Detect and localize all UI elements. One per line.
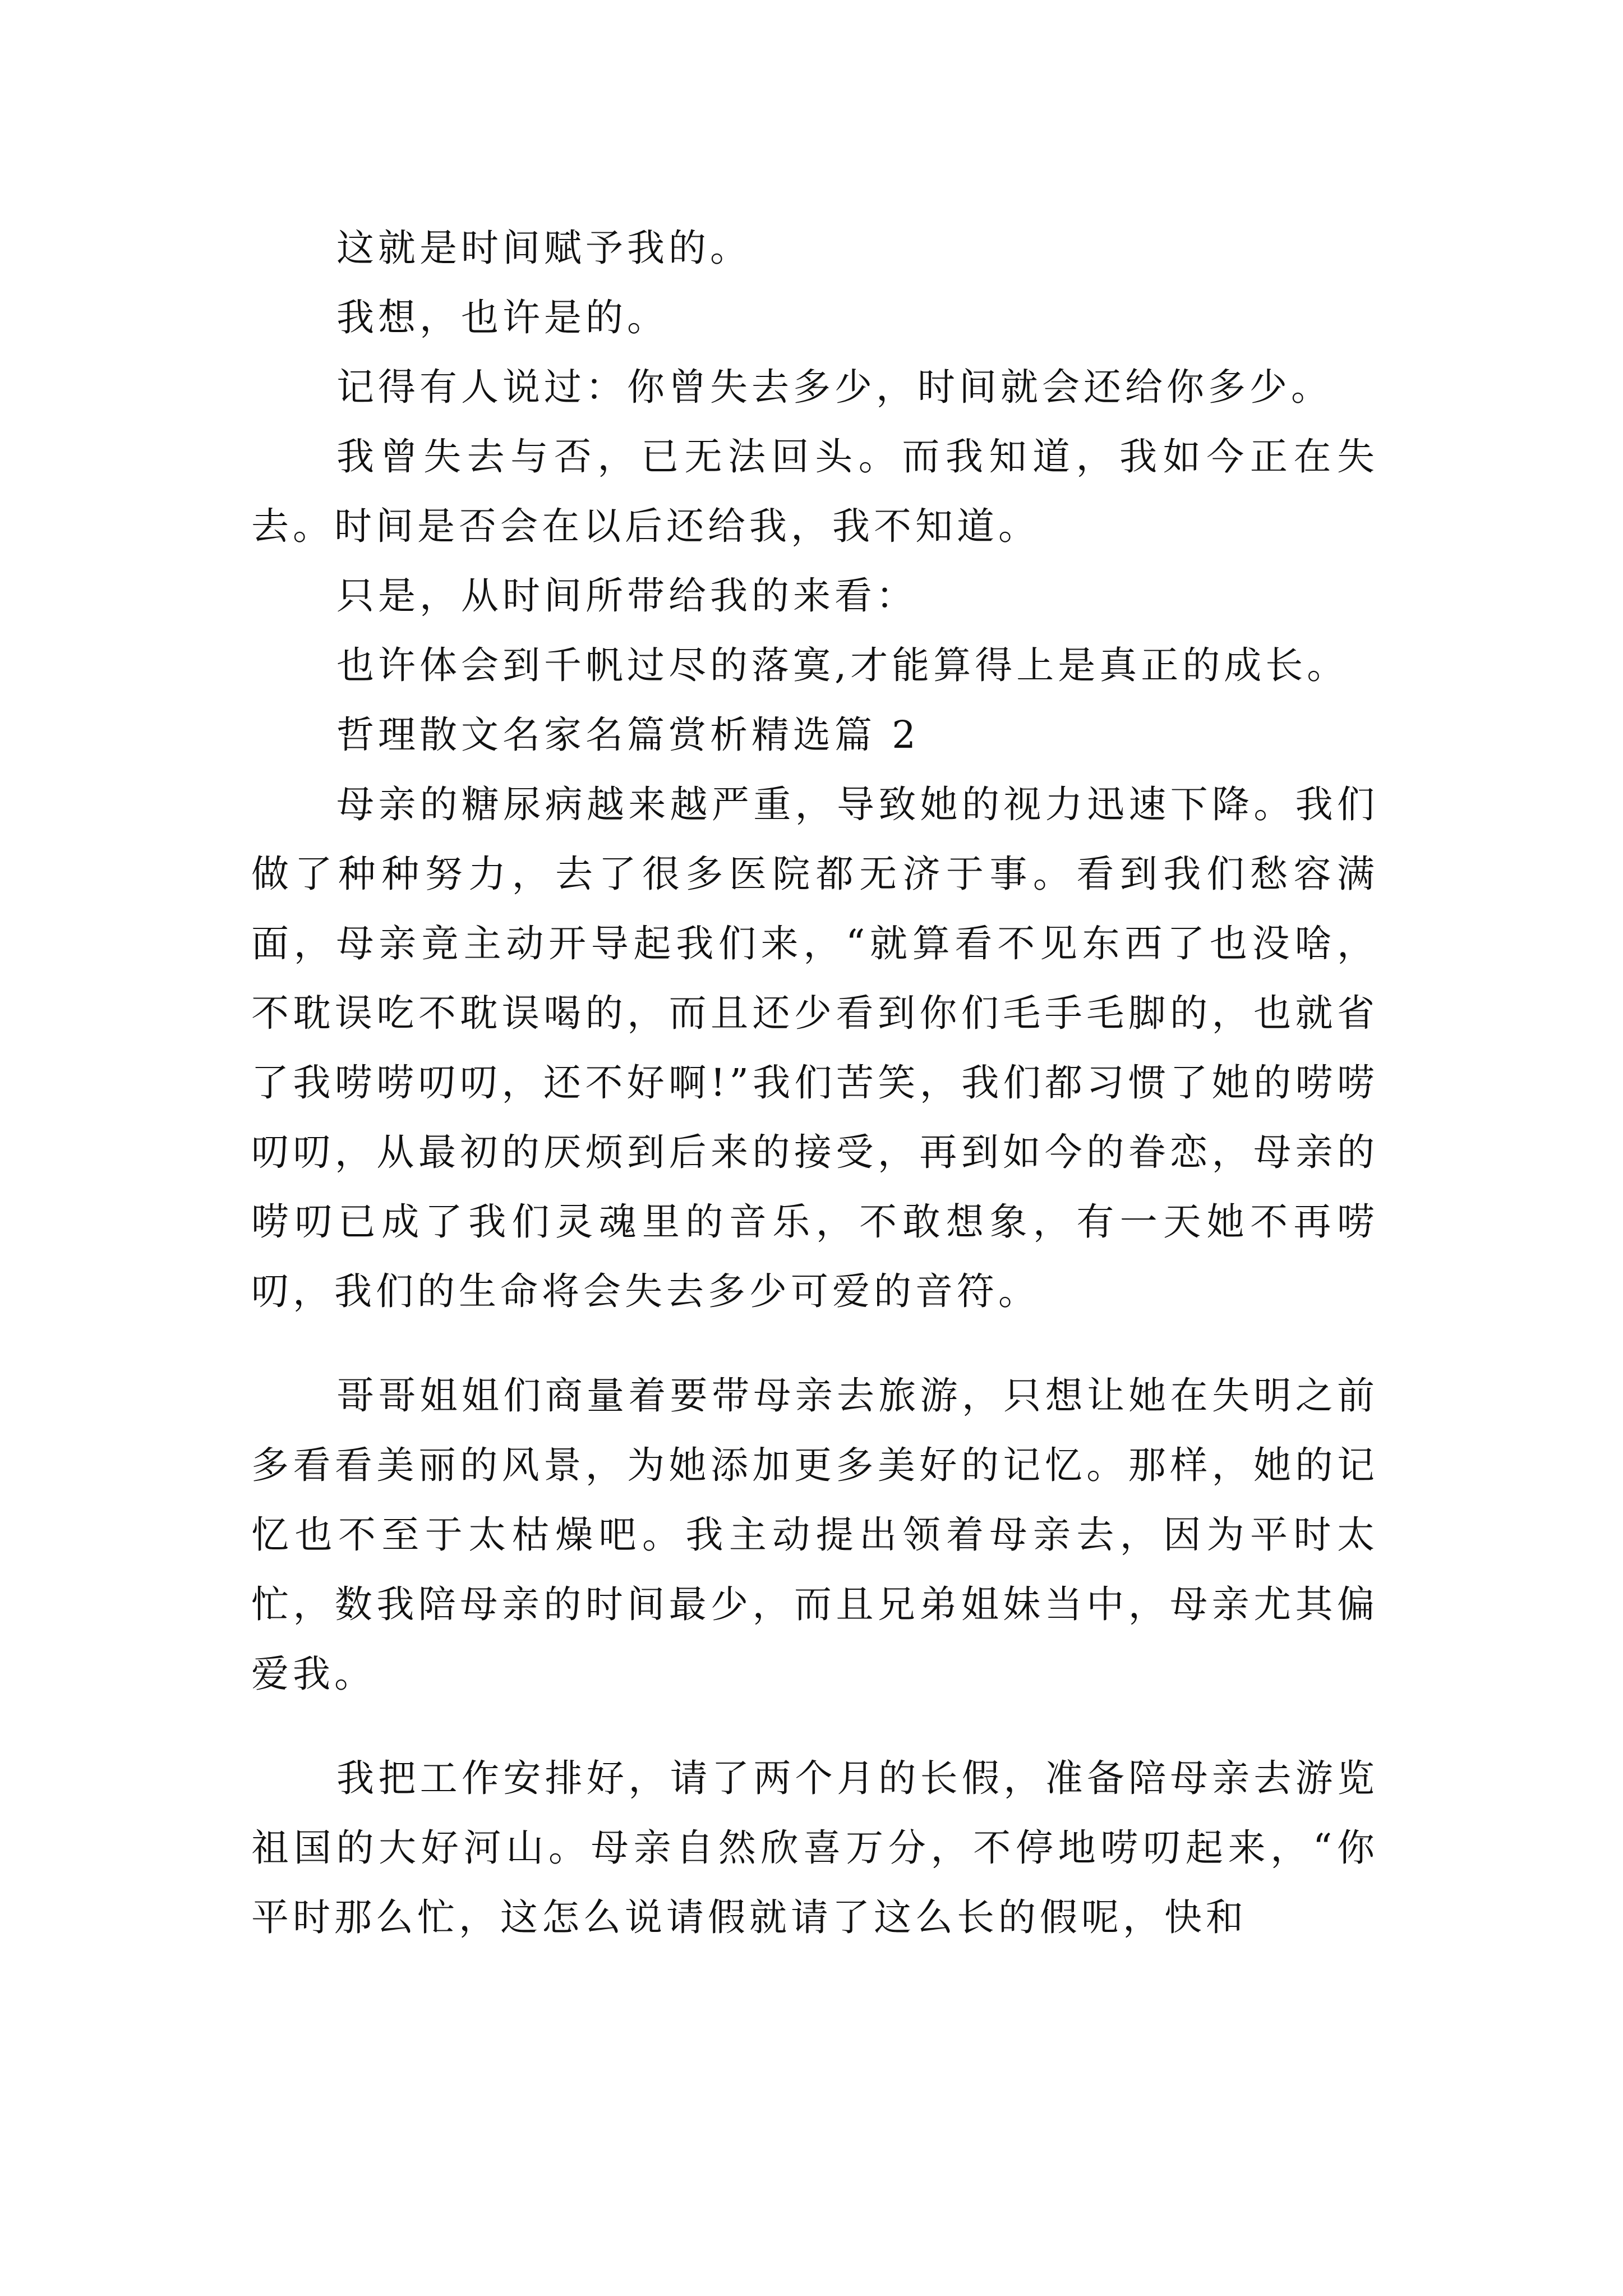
paragraph: 哥哥姐姐们商量着要带母亲去旅游，只想让她在失明之前多看看美丽的风景，为她添加更多美好的记忆。那样，她的记忆也不至于太枯燥吧。我主动提出领着母亲去，因为平时太忙，数我陪母亲的时间最少，而且兄弟姐妹当中，母亲尤其偏爱我。 (251, 1374, 1378, 1696)
paragraph: 记得有人说过：你曾失去多少，时间就会还给你多少。 (336, 365, 1332, 409)
paragraph: 也许体会到千帆过尽的落寞,才能算得上是真正的成长。 (336, 643, 1349, 687)
paragraph: 我曾失去与否，已无法回头。而我知道，我如今正在失去。时间是否会在以后还给我，我不知道。 (251, 435, 1378, 548)
paragraph: 母亲的糖尿病越来越严重，导致她的视力迅速下降。我们做了种种努力，去了很多医院都无济于事。看到我们愁容满面，母亲竟主动开导起我们来，“就算看不见东西了也没啥，不耽误吃不耽误喝的，而且还少看到你们毛手毛脚的，也就省了我唠唠叨叨，还不好啊!”我们苦笑，我们都习惯了她的唠唠叨叨，从最初的厌烦到后来的接受，再到如今的眷恋，母亲的唠叨已成了我们灵魂里的音乐，不敢想象，有一天她不再唠叨，我们的生命将会失去多少可爱的音符。 (251, 783, 1378, 1313)
paragraph: 这就是时间赋予我的。 (336, 226, 751, 270)
paragraph: 我想，也许是的。 (336, 296, 668, 339)
document-body (251, 213, 1378, 1952)
paragraph: 我把工作安排好，请了两个月的长假，准备陪母亲去游览祖国的大好河山。母亲自然欣喜万分，不停地唠叨起来，“你平时那么忙，这怎么说请假就请了这么长的假呢，快和 (251, 1756, 1379, 1939)
paragraph: 只是，从时间所带给我的来看： (336, 574, 917, 618)
section-heading: 哲理散文名家名篇赏析精选篇 2 (336, 713, 920, 757)
